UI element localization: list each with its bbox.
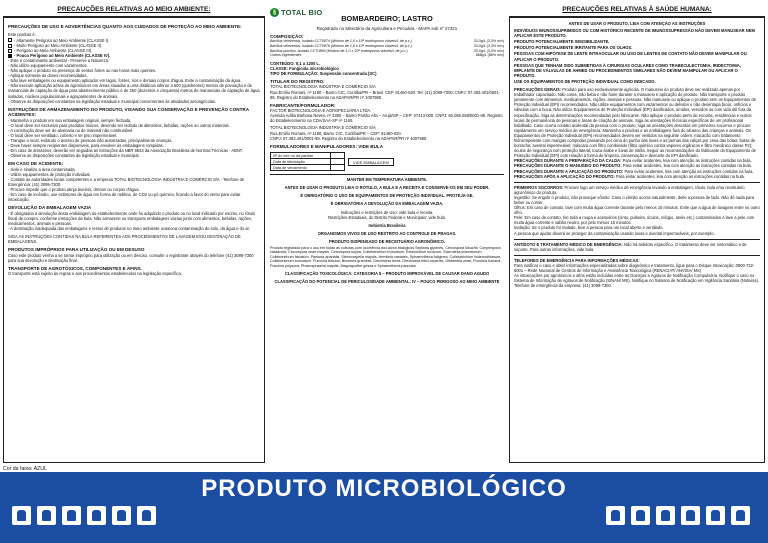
receipt-line: PRODUTO DISPENSADO DE RECEITUÁRIO AGRONÔMICO. (329, 238, 445, 244)
boots-icon (87, 506, 106, 525)
composition-list (270, 39, 504, 57)
phones (514, 255, 760, 289)
maker-1: FACTOR BIOTECNOLOGIA E AGROPECUÁRIA LTDA. Avenida Adília Barbosa Neves, nº 3350 – Bairro Portão Alto – Arujá/SP – CEP: 07413-000. CNPJ: 60.065.058/0001-88. Registro do Estabelecimento na CDA/SAA-SP nº 1165. (270, 108, 503, 124)
indications-text: Indicações e restrições de Uso: vide bula e receita. Restrições Estaduais, do Distrito Federal e Municipais: vide bula. (328, 209, 446, 220)
lot-section (270, 152, 504, 171)
lot-table (270, 152, 345, 171)
environment-precautions: - Este é contaminante ambiental - Preserve a Natureza. - Não utilize equipamento com vazamentos. - Não aplique o produto na presença de ventos fortes ou nas horas mais quentes. - Aplique somente as doses recomendadas. - Não lave embalagens ou equipamento aplicador em lagos, fontes, rios e demais corpos d'água. Evite a contaminação da água. - Não execute aplicação aérea de agrotóxicos em áreas situadas a uma distância inferior a 500 (quinhentos) metros de povoação e de mananciais de captação de água para abastecimento público e de 250 (duzentos e cinquenta) metros de mananciais de captação de água isolados, núcleos populacionais e agrupamentos de animais. - Observe as disposições constantes na legislação estadual e municipal concernentes às atividades aeroagrícolas. (8, 57, 260, 104)
lot-label: Nº do lote ou da partida (271, 153, 331, 159)
vide-embalagem: VIDE EMBALAGEM (348, 158, 394, 166)
lot-label: Data de fabricação (271, 159, 331, 165)
warning-6: USE OS EQUIPAMENTOS DE PROTEÇÃO INDIVIDUAL COMO INDICADO. (514, 78, 656, 84)
accident-title: EM CASO DE ACIDENTE: (8, 161, 64, 167)
first-aid: PRIMEIROS SOCORROS: Procure logo um serviço médico de emergência levando a embalagem, rótulo, bula e/ou receituário agronômico do produto. Ingestão: Se engolir o produto, não provoque vômito. Caso o vômito ocorra naturalmente, deite a pessoa de lado. Não dê nada para beber ou comer. Olhos: Em caso de contato, lave com muita água corrente durante pelo menos 15 minutos. Evite que a água de lavagem entre no outro olho. Pele: Em caso de contato, tire toda a roupa e acessórios (cinto, pulseira, óculos, relógio, anéis etc.) contaminados e lave a pele com muita água corrente e sabão neutro, por pelo menos 15 minutos. Inalação: Se o produto for inalado, leve a pessoa para um local aberto e ventilado. A pessoa que ajudar deverá se proteger da contaminação usando luvas e avental impermeáveis, por exemplo. (514, 182, 760, 236)
gloves-icon (12, 506, 31, 525)
registration-line: Registrado no Ministério da Agricultura e Pecuária - MAPA sob nº 27321 (316, 26, 458, 31)
after-precautions: PRECAUÇÕES APÓS A APLICAÇÃO DO PRODUTO: Para evitar acidentes, leia com atenção as instruções contidas na bula. (514, 173, 745, 179)
maker-title: FABRICANTE/FORMULADOR: (270, 102, 336, 108)
unused-title: PRODUTOS IMPRÓPRIOS PARA UTILIZAÇÃO OU EM DESUSO (8, 247, 145, 253)
environment-title: PRECAUÇÕES RELATIVAS AO MEIO AMBIENTE: (3, 4, 265, 17)
keep-away-icon (681, 506, 700, 525)
product-name: BOMBARDEIRO; LASTRO (341, 14, 433, 23)
phones-title: TELEFONES DE EMERGÊNCIA PARA INFORMAÇÕES MÉDICAS: (514, 257, 640, 263)
warning-4: PESSOAS COM HIPÓTESE DE LENTE INTRAOCULAR OU USO DE LENTES DE CONTATO NÃO DEVEM MANIPULAR OU APLICAR O PRODUTO. (514, 51, 747, 62)
wash-hands-icon (606, 506, 625, 525)
product-column (270, 4, 504, 466)
env-class-1: - Altamente Perigoso ao Meio Ambiente (CLASSE I). (8, 38, 260, 43)
eye-wash-icon (731, 506, 750, 525)
health-box (509, 17, 765, 463)
apply-precautions: PRECAUÇÕES DURANTE A APLICAÇÃO DO PRODUTO: Para evitar acidentes, leia com atenção as instruções contidas na bula. (514, 168, 754, 174)
antidote: ANTÍDOTO E TRATAMENTO MÉDICO DE EMERGÊNCIA: Não há antídoto específico. O tratamento deve ser sintomático e de suporte. Para outras informações, vide bula. (514, 239, 760, 252)
return-text: - É obrigatória a devolução desta embalagem ao estabelecimento onde foi adquirido o produto ou no local indicado por escrito, no rótulo fiscal de compra, conforme instruções da bula. Não armazene ou transporte embalagens vazias junto com alimentos, bebidas, rações, medicamentos, animais e pessoas. - A destinação inadequada das embalagens e restos de produtos no meio ambiente ocasiona contaminação do solo, da água e do ar. (8, 210, 256, 232)
receipt-text: Produto registrado para o uso em todas as culturas com ocorrência dos alvos biológicos Septoria glycines, Cercospora kikuchii, Corynespora cassiicola, Cercospora zeae-maydis, Cercospora sojina, Colletotrichum truncatum, Exserohilum turcicum, Sclerotinia sclerotiorum, Colletotrichum falcatum, Pantoea ananatis, Stenocarpella maydis, Hemileia vastatrix, Sphaerotheca fuliginea, Colletotrichum lindemuthianum, Colletotrichum truncatum, Puccinia triticina, Blumeria graminis, Drechslera teres, Drechslera tritici-repentis, Gibberella zeae, Puccinia horiana, Puccinia polysora, Phaeosphaeria maydis, Magnaporthe grisea e Sphaerotheca pannosa. (270, 245, 502, 268)
attention-line: ANTES DE USAR O PRODUTO, LEIA COM ATENÇÃO AS INSTRUÇÕES (568, 21, 706, 26)
maker-2: TOTAL BIOTECNOLOGIA INDÚSTRIA E COMÉRCIO S/A Rua Emílio Romani, nº 1190, Bairro CIC, Curitiba/PR – CEP: 81460-020. CNPJ: 07.483.401/0001-99. Registro do Estabelecimento na ADAPAR/PR nº 1007980. (270, 125, 428, 141)
environment-heading: PRECAUÇÕES DE USO E ADVERTÊNCIAS QUANTO AOS CUIDADOS DE PROTEÇÃO AO MEIO AMBIENTE: (8, 24, 242, 29)
brand-name: TOTAL BIO (281, 8, 323, 17)
unused-text: Caso este produto venha a se tornar impróprio para utilização ou em desuso, consulte o registrante através do telefone (41) 3099-7300 para sua devolução e destinação final. (8, 252, 254, 263)
industry-line: Indústria Brasileira (368, 222, 406, 228)
follow-instructions: SIGA AS INSTRUÇÕES CONTIDAS NA BULA REFERENTES AOS PROCEDIMENTOS DE LAVAGEM E/OU DESTINAÇÃO DE EMBALAGENS. (8, 234, 241, 245)
checkbox-empty-icon (8, 38, 12, 42)
environment-column (3, 4, 265, 466)
read-before-use: ANTES DE USAR O PRODUTO LEIA O RÓTULO, A BULA E A RECEITA E CONSERVE-OS EM SEU PODER. (284, 185, 490, 191)
lot-value (331, 165, 345, 171)
epi-mandatory: É OBRIGATÓRIO O USO DE EQUIPAMENTOS DE PROTEÇÃO INDIVIDUAL. PROTEJA-SE. (300, 193, 474, 199)
apron-icon (112, 506, 131, 525)
table-row (271, 165, 345, 171)
env-class-2: - Muito Perigoso ao Meio Ambiente (CLASSE II). (8, 43, 260, 48)
goggles-icon (62, 506, 81, 525)
transport-title: TRANSPORTE DE AGROTÓXICOS, COMPONENTES E AFINS. (8, 265, 142, 271)
environment-box (3, 17, 265, 463)
product-header (270, 4, 504, 26)
organisms-line: ORGANISMOS VIVOS DE USO RESTRITO AO CONTROLE DE PRAGAS. (317, 230, 457, 236)
banner-title: PRODUTO MICROBIOLÓGICO (201, 475, 567, 502)
composition-row: Bacillus velezensis, isolado CCT0874 (Mínimo de 1,0 x 10⁸ endósporos viáveis/L de p.c.) 33,0g/L (3,3% m/v) (270, 39, 504, 44)
composition-row: Bacillus velezensis, isolado CCT0876 (Mínimo de 1,0 x 10⁸ endósporos viáveis/L de p.c.) 33,0g/L (3,3% m/v) (270, 44, 504, 48)
keep-temperature: MANTER EM TEMPERATURA AMBIENTE. (346, 177, 428, 183)
pictograms-right (606, 506, 756, 525)
environmental-class: CLASSIFICAÇÃO DO POTENCIAL DE PERICULOSIDADE AMBIENTAL: IV – POUCO PERIGOSO AO MEIO AMBIENTE (274, 278, 500, 284)
prep-precautions: PRECAUÇÕES DURANTE A PREPARAÇÃO DA CALDA: Para evitar acidentes, leia com atenção as instruções contidas na bula. (514, 158, 752, 164)
return-title: DEVOLUÇÃO DA EMBALAGEM VAZIA (8, 205, 92, 211)
health-title: PRECAUÇÕES RELATIVAS À SAÚDE HUMANA: (509, 4, 765, 17)
content-line: CONTEÚDO: 0,1 a 1200 L. (270, 60, 321, 66)
env-class-3: - Perigoso ao Meio Ambiente (CLASSE III). (8, 48, 260, 53)
holder-text: TOTAL BIOTECNOLOGIA INDÚSTRIA E COMÉRCIO S/A Rua Emílio Romani, nº 1190 – Bairro CIC, Curitiba/PR – Brasil. CEP. 81460-020. Tel: (41) 3099-7300. CNPJ: 07.483.401/0001-99. Registro do Estabelecimento na ADAPAR/PR nº 1007980. (270, 84, 500, 100)
composition-row: Outros ingredientes 868g/L (86% m/v) (270, 53, 504, 58)
checkbox-empty-icon (8, 44, 12, 48)
toxicological-class: CLASSIFICAÇÃO TOXICOLÓGICA: CATEGORIA 5 – PRODUTO IMPROVÁVEL DE CAUSAR DANO AGUDO (284, 271, 490, 277)
environment-intro: Este produto é: (8, 32, 36, 38)
overall-icon (137, 506, 156, 525)
composition-title: COMPOSIÇÃO: (270, 34, 304, 39)
composition-row: Bacillus pumilus, isolado CCT0869 (Mínimo de 1,0 x 10⁸ endósporos viáveis/L de p.c.) 33,0g/L (3,3% m/v) (270, 48, 504, 53)
microbiological-banner (0, 472, 768, 543)
return-mandatory: É OBRIGATÓRIA A DEVOLUÇÃO DA EMBALAGEM VAZIA. (330, 201, 444, 207)
general-precautions: PRECAUÇÕES GERAIS: Produto para uso exclusivamente agrícola. O manuseio do produto deve ser realizado apenas por trabalhador capacitado. Não coma, não beba e não fume durante o manuseio e aplicação do produto. Não transporte o produto juntamente com alimentos, medicamentos, rações, animais e pessoas. Não manuseie ou aplique o produto sem os Equipamentos de Proteção Individual (EPI) recomendados. Não utilize equipamentos com vazamentos ou defeitos e não desentupa bicos, orifícios e válvulas com a boca. Não utilize Equipamentos de Proteção Individual (EPI) danificados, úmidos, vencidos ou com vida útil fora da especificação. Siga as determinações recomendadas pelo fabricante. Não aplique o produto perto de escolas, residências e outros locais de permanência de pessoas e áreas de criação de animais. Siga as orientações técnicas específicas de um profissional habilitado. Caso ocorra contato acidental da pessoa com o produto, siga as orientações descritas em primeiros socorros e procure rapidamente um serviço médico de emergência. Mantenha o produto e as embalagens fora do alcance das crianças e animais. Os Equipamentos de Proteção Individual (EPI) recomendados devem ser vestidos na seguinte ordem: macacão com tratamento hidrorrepelente com mangas compridas passando por cima do punho das luvas e as pernas das calças por cima das botas; botas de borracha; avental impermeável; máscara com filtro combinado (filtro químico contra vapores orgânicos e filtro mecânico classe P2); óculos de segurança com proteção lateral; touca árabe e luvas de nitrila. Seguir as recomendações do fabricante do Equipamento de Proteção Individual (EPI) com relação à forma de limpeza, conservação e descarte do EPI danificado. (514, 87, 756, 159)
store-locked-icon (706, 506, 725, 525)
warning-1: INDIVÍDUOS IMUNOSSUPRIMIDOS OU COM HISTÓRICO RECENTE DE IMUNOSSUPRESSÃO NÃO DEVEM MANUSEAR NEM APLICAR ESTE PRODUTO. (514, 28, 755, 39)
mandatory-notices (270, 174, 504, 284)
warning-2: PRODUTO POTENCIALMENTE SENSIBILIZANTE. (514, 39, 610, 45)
handling-precautions: PRECAUÇÕES DURANTE O MANUSEIO DO PRODUTO: Para evitar acidentes, leia com atenção as instruções contidas na bula. (514, 163, 752, 169)
shower-icon (631, 506, 650, 525)
storage-title: INSTRUÇÕES DE ARMAZENAMENTO DO PRODUTO, VISANDO SUA CONSERVAÇÃO E PREVENÇÃO CONTRA ACIDENTES: (8, 106, 249, 118)
warning-5: PESSOAS QUE TENHAM SIDO SUBMETIDAS À CIRURGIAS OCULARES COMO TRABECULECTOMIA, IRIDECTOMIA, IMPLANTE DE VÁLVULAS DE AHMED OU PROCEDIMENTOS SIMILARES NÃO DEVEM MANIPULAR OU APLICAR O PRODUTO. (514, 62, 741, 78)
warning-3: PRODUTO POTENCIALMENTE IRRITANTE PARA OS OLHOS. (514, 45, 633, 51)
storage-text: - Mantenha o produto em sua embalagem original, sempre fechada. - O local deve ser exclusivo para produtos tóxicos, devendo ser isolado de alimentos, bebidas, rações ou outros materiais. - A construção deve ser de alvenaria ou de material não combustível. - O local deve ser ventilado, coberto e ter piso impermeável. - Tranque o local, evitando o acesso de pessoas não autorizadas, principalmente crianças. - Deve haver sempre recipientes disponíveis, para envolver as embalagens rompidas. - Em caso de armazéns, deverão ser seguidas as instruções da NBR 9843 da Associação Brasileira de Normas Técnicas - ABNT. - Observe as disposições constantes da legislação estadual e municipal. (8, 117, 243, 159)
formulation-line: TIPO DE FORMULAÇÃO: Suspensão concentrada (SC) (270, 70, 377, 76)
mask-icon (37, 506, 56, 525)
wash-clothes-icon (656, 506, 675, 525)
env-class-4: - Pouco Perigoso ao Meio Ambiente (CLASSE IV). (8, 53, 260, 58)
lot-label: Data de vencimento (271, 165, 331, 171)
accident-text: - Isole e sinalize a área contaminada. - Utilize equipamentos de proteção individual. - Contate as autoridades locais competentes e a empresa TOTAL BIOTECNOLOGIA INDÚSTRIA E COMÉRCIO S/A - Telefone de Emergência: (41) 3099-7300. - Procure impedir que o produto atinja bueiros, drenos ou corpos d'água. - Em caso de incêndio, use extintores de água em forma de neblina, de CO2 ou pó químico, ficando a favor do vento para evitar intoxicação. (8, 166, 245, 203)
health-column (509, 4, 765, 466)
env-class-list (8, 38, 260, 58)
pictograms-left (12, 506, 162, 525)
band-color-note: Cor da faixa: AZUL (3, 466, 47, 472)
formulators-line: FORMULADORES E MANIPULADORES: VIDE BULA (270, 143, 384, 149)
class-line: CLASSE: Fungicida microbiológico (270, 65, 339, 71)
transport-text: O transporte está sujeito às regras e aos procedimentos estabelecidos na legislação específica. (8, 271, 182, 277)
phones-text: Para notificar o caso e obter informações especializadas sobre diagnóstico e tratamento, ligue para o Disque Intoxicação: 0800-722-6001 – Rede Nacional de Centros de Informação e Assistência Toxicológica (RENACIAT/ ANVISA/ MS) As intoxicações por agrotóxicos e afins estão incluídas entre as Doenças e Agravos de Notificação Compulsória. Notifique o caso no Sistema de Informação de Agravos de Notificação (SINAN/ MS). Notifique no Sistema de Notificação em Vigilância Sanitária (Notivisa). Telefone de emergência da empresa: (41) 3099-7300. (514, 262, 759, 289)
holder-title: TITULAR DO REGISTRO: (270, 79, 325, 85)
